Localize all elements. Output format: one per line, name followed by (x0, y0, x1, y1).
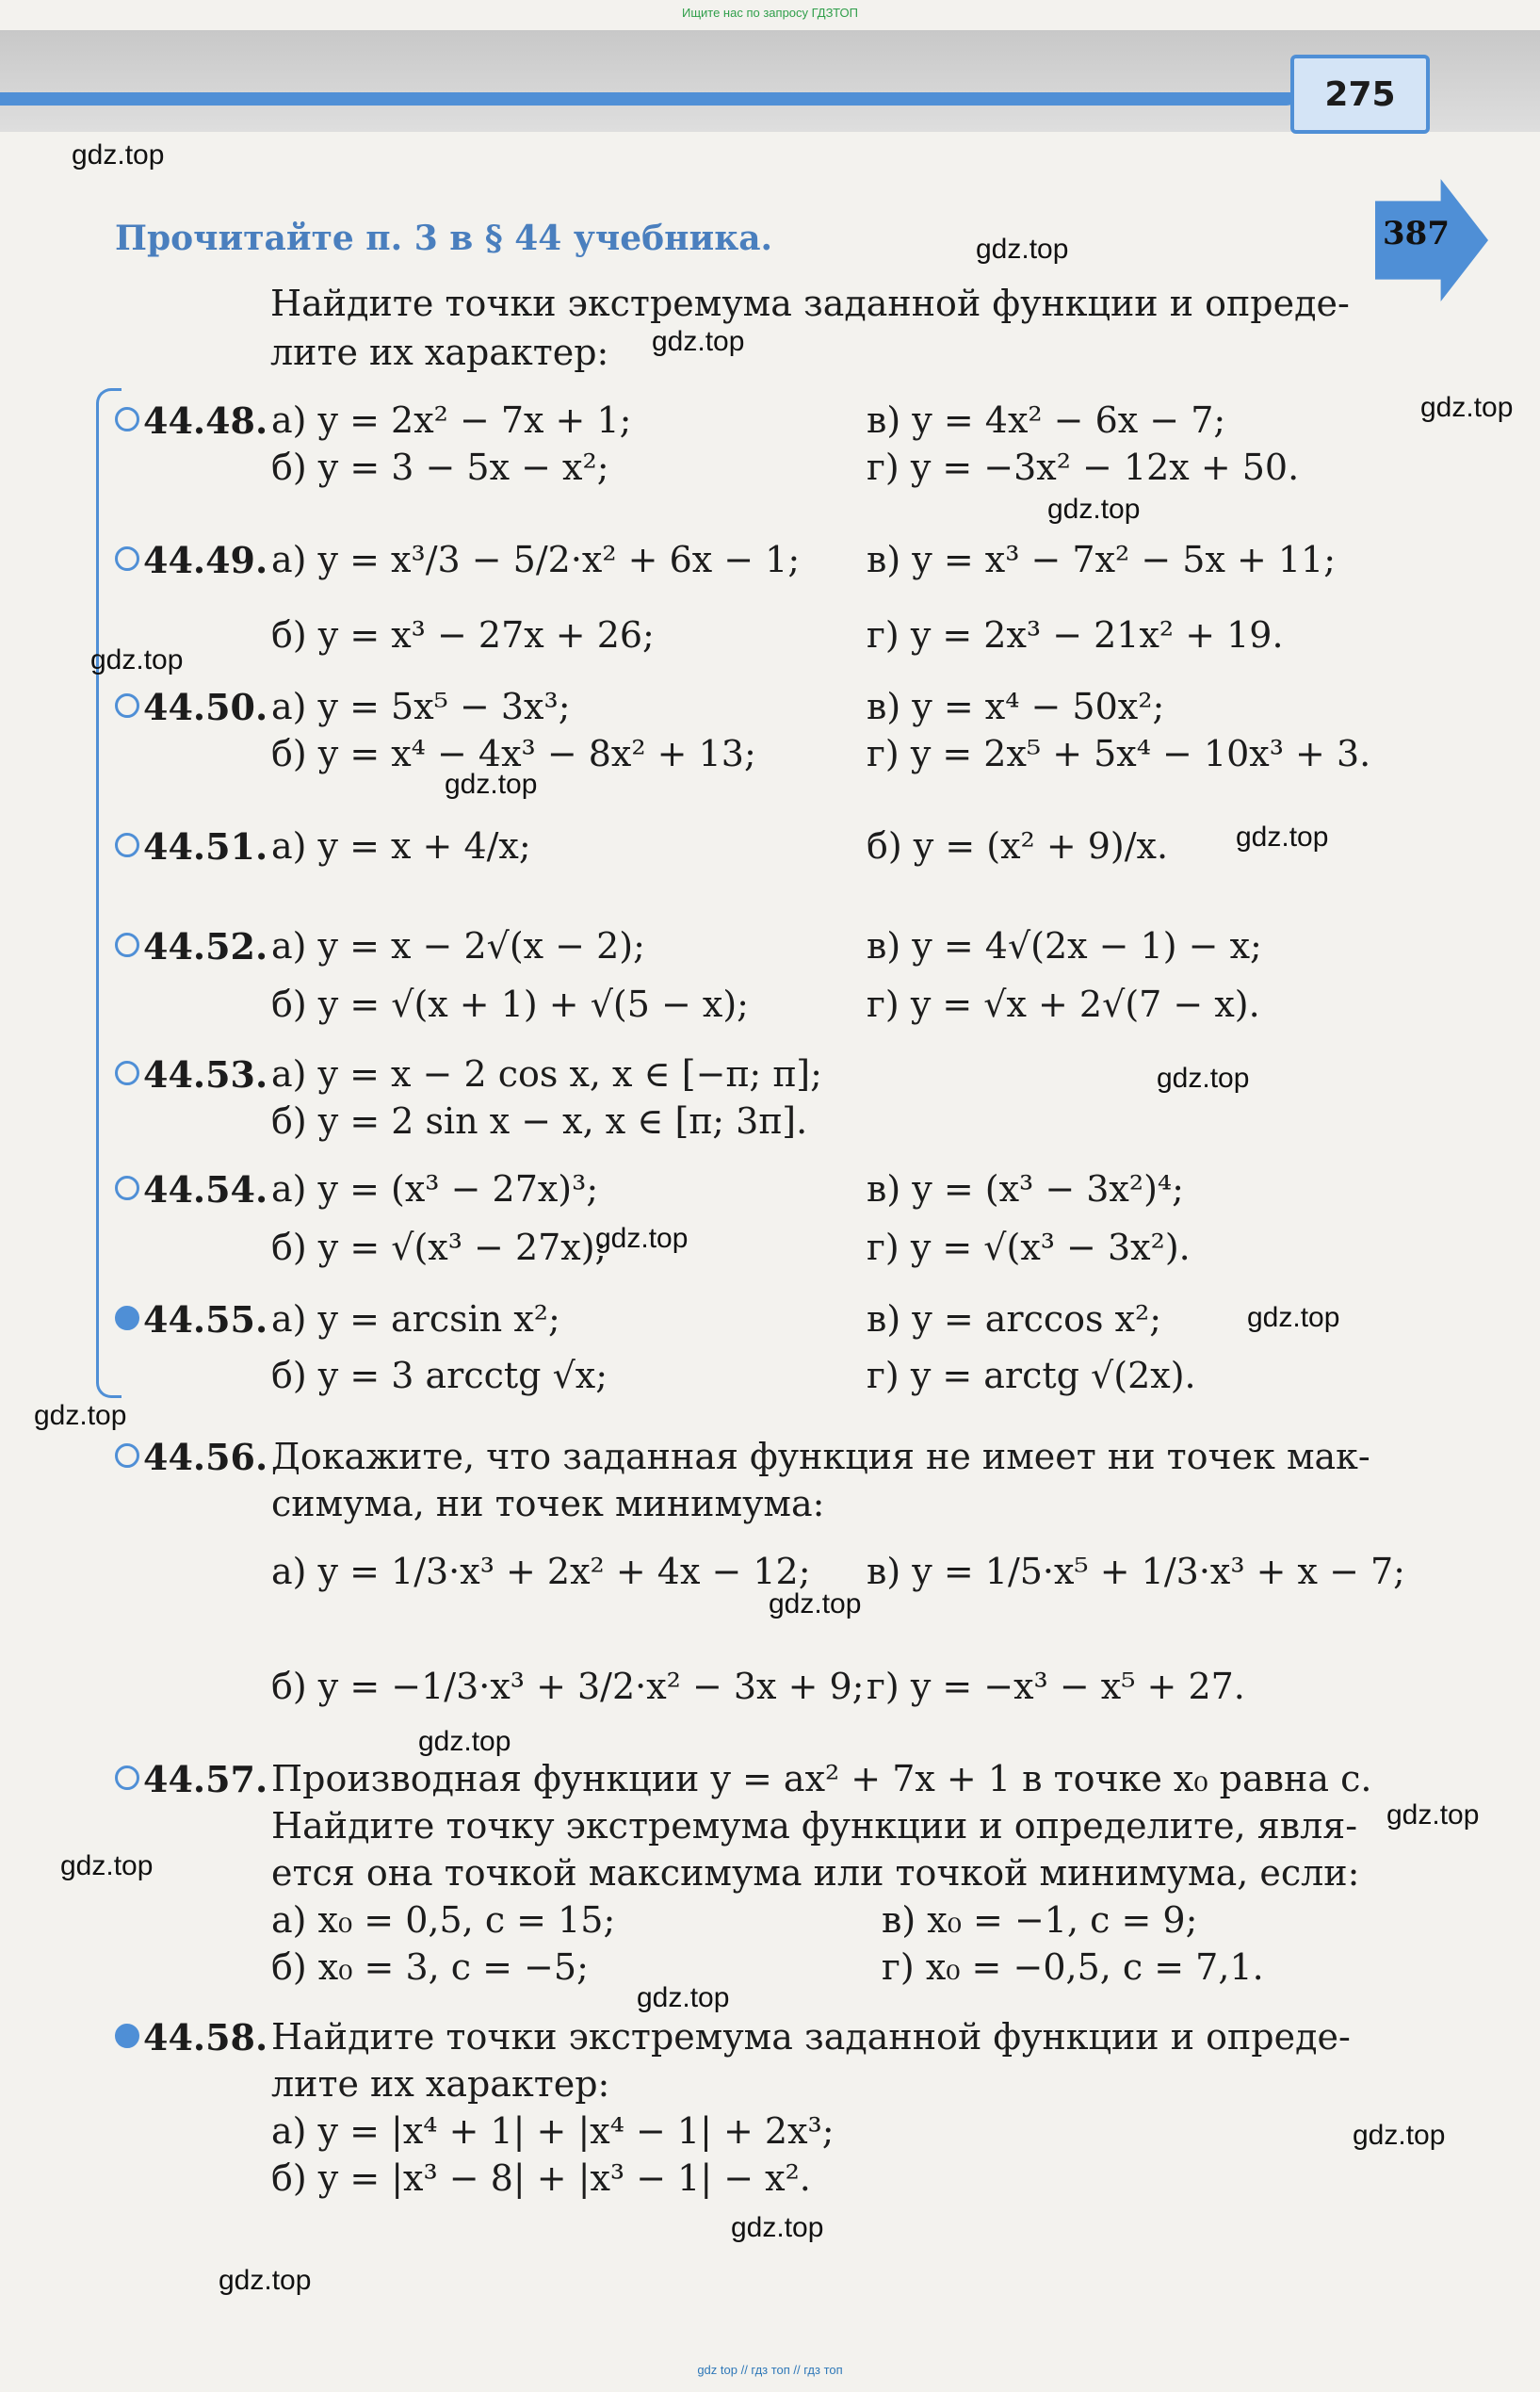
basic-level-icon (115, 833, 139, 857)
basic-level-icon (115, 1176, 139, 1200)
exercise-number: 44.58. (115, 2016, 267, 2058)
watermark: gdz.top (1157, 1063, 1250, 1094)
exercise-item-g: г) y = √x + 2√(7 − x). (867, 984, 1260, 1025)
exercise-item-b: б) y = x⁴ − 4x³ − 8x² + 13; (271, 733, 756, 774)
exercise-text-line: лите их характер: (271, 2063, 610, 2105)
exercise-item-b: б) y = 3 − 5x − x²; (271, 447, 609, 488)
exercise-item-v: в) y = (x³ − 3x²)⁴; (867, 1168, 1184, 1210)
basic-level-icon (115, 1766, 139, 1790)
exercise-item-g: г) y = √(x³ − 3x²). (867, 1227, 1191, 1268)
watermark: gdz.top (90, 644, 184, 675)
exercise-item-v: в) y = arccos x²; (867, 1298, 1162, 1340)
exercise-number: 44.51. (115, 825, 267, 868)
exercise-item-b: б) y = √(x + 1) + √(5 − x); (271, 984, 749, 1025)
exercise-item-v: в) y = 4√(2x − 1) − x; (867, 925, 1262, 967)
exercise-item-a: а) y = x − 2 cos x, x ∈ [−π; π]; (271, 1053, 822, 1095)
basic-level-icon (115, 693, 139, 718)
exercise-number: 44.52. (115, 925, 267, 968)
exercise-item-g: г) x₀ = −0,5, c = 7,1. (882, 1946, 1264, 1988)
exercise-item-a: а) y = 2x² − 7x + 1; (271, 399, 632, 441)
exercise-item-a: а) y = arcsin x²; (271, 1298, 560, 1340)
basic-level-icon (115, 1443, 139, 1468)
exercise-item-a: а) y = 5x⁵ − 3x³; (271, 686, 571, 727)
top-banner: Ищите нас по запросу ГДЗТОП (681, 6, 858, 20)
exercise-item-b: б) y = x³ − 27x + 26; (271, 614, 655, 656)
exercise-item-v: в) y = 4x² − 6x − 7; (867, 399, 1226, 441)
exercise-item-v: в) x₀ = −1, c = 9; (882, 1899, 1198, 1941)
exercise-item-a: а) y = (x³ − 27x)³; (271, 1168, 599, 1210)
watermark: gdz.top (72, 139, 165, 171)
page-number: 275 (1290, 55, 1430, 134)
exercise-item-g: г) y = 2x⁵ + 5x⁴ − 10x³ + 3. (867, 733, 1371, 774)
exercise-number: 44.50. (115, 686, 267, 728)
watermark: gdz.top (34, 1400, 127, 1431)
exercise-number: 44.56. (115, 1436, 267, 1478)
header-stripe (0, 92, 1300, 106)
exercise-item-b: б) y = 3 arcctg √x; (271, 1355, 608, 1396)
advanced-level-icon (115, 1306, 139, 1330)
basic-level-icon (115, 407, 139, 431)
exercise-item-g: г) y = −3x² − 12x + 50. (867, 447, 1300, 488)
exercise-item-b: б) y = −1/3·x³ + 3/2·x² − 3x + 9; (271, 1666, 865, 1707)
exercise-number: 44.49. (115, 539, 267, 581)
watermark: gdz.top (445, 769, 538, 800)
intro-line-1: Найдите точки экстремума заданной функции и опреде- (270, 283, 1350, 324)
exercise-item-g: г) y = 2x³ − 21x² + 19. (867, 614, 1284, 656)
exercise-item-b: б) y = (x² + 9)/x. (867, 825, 1169, 867)
exercise-number: 44.54. (115, 1168, 267, 1211)
exercise-item-a: а) y = x³/3 − 5/2·x² + 6x − 1; (271, 539, 801, 580)
exercise-text-line: ется она точкой максимума или точкой минимума, если: (271, 1852, 1360, 1894)
exercise-item-a: а) y = x − 2√(x − 2); (271, 925, 645, 967)
exercise-number: 44.53. (115, 1053, 267, 1096)
exercise-item-g: г) y = −x³ − x⁵ + 27. (867, 1666, 1245, 1707)
exercise-item-b: б) y = |x³ − 8| + |x³ − 1| − x². (271, 2157, 811, 2199)
exercise-number: 44.48. (115, 399, 267, 442)
exercise-item-v: в) y = x⁴ − 50x²; (867, 686, 1165, 727)
exercise-text-line: Докажите, что заданная функция не имеет ни точек мак- (271, 1436, 1370, 1477)
watermark: gdz.top (976, 234, 1069, 265)
bottom-banner: gdz top // гдз топ // гдз топ (697, 2363, 843, 2377)
watermark: gdz.top (219, 2265, 312, 2296)
advanced-level-icon (115, 2024, 139, 2048)
exercise-number: 44.57. (115, 1758, 267, 1800)
watermark: gdz.top (1386, 1799, 1480, 1831)
exercise-item-v: в) y = 1/5·x⁵ + 1/3·x³ + x − 7; (867, 1551, 1405, 1592)
task-badge: 387 (1383, 215, 1450, 252)
exercise-item-g: г) y = arctg √(2x). (867, 1355, 1196, 1396)
watermark: gdz.top (418, 1726, 511, 1757)
exercise-number: 44.55. (115, 1298, 267, 1341)
basic-level-icon (115, 546, 139, 571)
watermark: gdz.top (731, 2212, 824, 2243)
watermark: gdz.top (595, 1223, 689, 1254)
exercise-item-v: в) y = x³ − 7x² − 5x + 11; (867, 539, 1337, 580)
exercise-text-line: симума, ни точек минимума: (271, 1483, 825, 1524)
exercise-item-a: а) x₀ = 0,5, c = 15; (271, 1899, 616, 1941)
exercise-item-b: б) x₀ = 3, c = −5; (271, 1946, 589, 1988)
watermark: gdz.top (1420, 392, 1514, 423)
exercise-item-a: а) y = |x⁴ + 1| + |x⁴ − 1| + 2x³; (271, 2110, 835, 2152)
section-heading: Прочитайте п. 3 в § 44 учебника. (115, 219, 773, 258)
exercise-text-line: Найдите точку экстремума функции и определите, явля- (271, 1805, 1358, 1847)
exercise-item-a: а) y = x + 4/x; (271, 825, 531, 867)
exercise-item-b: б) y = 2 sin x − x, x ∈ [π; 3π]. (271, 1100, 808, 1142)
watermark: gdz.top (1247, 1302, 1340, 1333)
watermark: gdz.top (60, 1850, 154, 1881)
intro-line-2: лите их характер: (270, 332, 609, 373)
watermark: gdz.top (652, 326, 745, 357)
watermark: gdz.top (1236, 822, 1329, 853)
exercise-text-line: Производная функции y = ax² + 7x + 1 в точке x₀ равна c. (271, 1758, 1372, 1799)
basic-level-icon (115, 1061, 139, 1085)
exercise-item-a: а) y = 1/3·x³ + 2x² + 4x − 12; (271, 1551, 811, 1592)
exercise-text-line: Найдите точки экстремума заданной функции и опреде- (271, 2016, 1351, 2058)
watermark: gdz.top (1353, 2120, 1446, 2151)
watermark: gdz.top (637, 1982, 730, 2013)
exercise-item-b: б) y = √(x³ − 27x); (271, 1227, 608, 1268)
watermark: gdz.top (769, 1588, 862, 1619)
basic-level-icon (115, 933, 139, 957)
watermark: gdz.top (1047, 494, 1141, 525)
